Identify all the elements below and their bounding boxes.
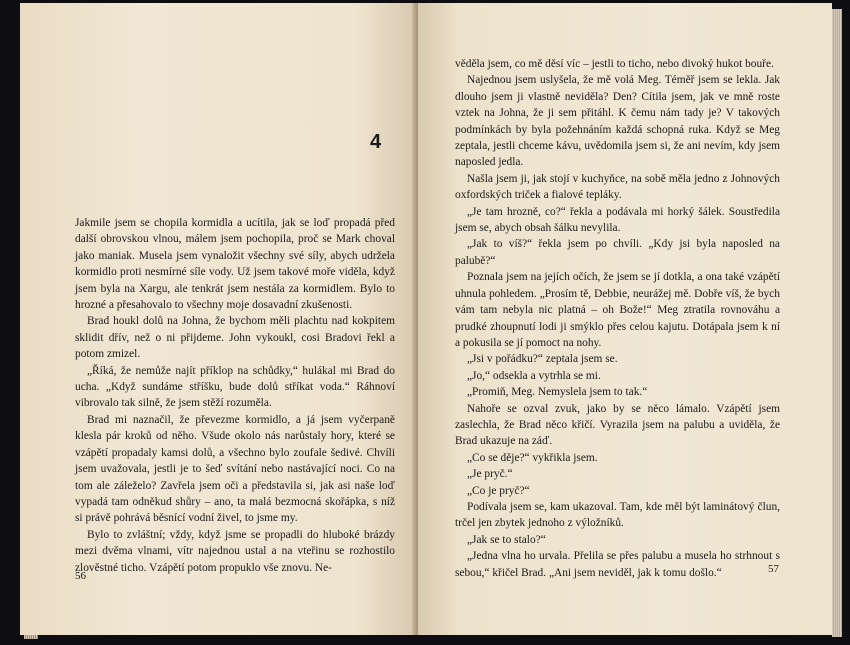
paragraph: „Jak to víš?“ řekla jsem po chvíli. „Kdy jsi byla naposled na palubě?“ [455,238,780,267]
paragraph: Našla jsem ji, jak stojí v kuchyňce, na sobě měla jedno z Johnových oxfordských triček a fialové tepláky. [455,172,780,202]
paragraph: „Říká, že nemůže najít příklop na schůdky,“ hulákal mi Brad do ucha. „Když sundáme stříšku, bude dolů stříkat voda.“ Ráhnoví vibrovalo tak silně, že jsem stěží rozuměla. [75,364,395,410]
paragraph: Poznala jsem na jejích očích, že jsem se jí dotkla, a ona také vzápětí uhnula pohledem. „Prosím tě, Debbie, neurážej mě. Dobře víš, že bych vám tam nebyla nic platná – oh Bože!“ Meg ztratila rovnováhu a prudké zhoupnutí lodi ji smýklo přes celou kajutu. Dotápala jsem k ní a pokusila se jí pomoct na nohy. [455,271,780,349]
paragraph: Brad houkl dolů na Johna, že bychom měli plachtu nad kokpitem sklidit dřív, než o ni přijdeme. John vykoukl, cosi Bradovi řekl a potom zmizel. [75,315,395,361]
paragraph: „Co je pryč?“ [467,484,530,497]
left-page-text [75,215,395,576]
paragraph: Brad mi naznačil, že převezme kormidlo, a já jsem vyčerpaně klesla pár kroků od něho. Všude okolo nás narůstaly hory, které se vzápětí propadaly kamsi dolů, a všechno bylo zoufale šedivé. Chvíli jsem uvažovala, jestli je to šeď svítání nebo nastávající noci. Co na tom ale záleželo? Zavřela jsem oči a představila si, jak asi naše loď vypadá tam odněkud shůry – ano, ta malá bezmocná skořápka, s níž si právě pohrává běsnící vodní živel, to jsme my. [75,413,395,525]
paragraph: věděla jsem, co mě děsí víc – jestli to ticho, nebo divoký hukot bouře. [455,58,774,70]
page-edges-right [832,9,842,637]
paragraph: „Je tam hrozně, co?“ řekla a podávala mi horký šálek. Soustředila jsem se, abych obsah šálku nevylila. [455,205,780,235]
paragraph: Podívala jsem se, kam ukazoval. Tam, kde měl být laminátový člun, trčel jen zbytek jednoho z výložníků. [455,500,780,530]
paragraph: „Jak se to stalo?“ [467,533,546,546]
paragraph: Nahoře se ozval zvuk, jako by se něco lámalo. Vzápětí jsem zaslechla, že Brad něco křičí. Vyrazila jsem na palubu a uviděla, že Brad ukazuje na záď. [455,402,780,448]
chapter-number: 4 [370,131,382,153]
paragraph: „Promiň, Meg. Nemyslela jsem to tak.“ [467,386,648,399]
paragraph: Jakmile jsem se chopila kormidla a ucítila, jak se loď propadá před další obrovskou vlnou, málem jsem pochopila, proč se Mark choval jako maniak. Musela jsem vynaložit všechny své síly, abych udržela kormidlo proti nesmírné síle vody. Už jsem takové moře viděla, když jsem byla na Xargu, ale tenkrát jsem nestála za kormidlem. Bylo to hrozné a přesahovalo to všechny moje dosavadní zkušenosti. [75,217,395,312]
page-number-right: 57 [768,563,779,575]
paragraph: Najednou jsem uslyšela, že mě volá Meg. Téměř jsem se lekla. Jak dlouho jsem ji vlastně neviděla? Den? Cítila jsem, jak ve mně roste vztek na Johna, že ji sem přitáhl. K čemu nám tady je? V takových podmínkách by byla požehnáním každá schopná ruka. Když se Meg zeptala, jestli chceme kávu, uvědomila jsem si, že ani nevím, kdy jsem naposled jedla. [455,74,780,169]
paragraph: „Je pryč.“ [467,468,513,481]
right-page-text [455,56,780,581]
paragraph: „Jedna vlna ho urvala. Přelila se přes palubu a musela ho strhnout s sebou,“ křičel Brad. „Ani jsem neviděl, jak k tomu došlo.“ [455,550,780,579]
right-page [418,3,832,635]
left-page [20,3,414,635]
paragraph: Bylo to zvláštní; vždy, když jsme se propadli do hluboké brázdy mezi dvěma vlnami, vítr najednou ustal a na vteřinu se rozhostilo zlověstné ticho. Vzápětí potom propuklo vše znovu. Ne- [75,528,395,574]
paragraph: „Jo,“ odsekla a vytrhla se mi. [467,369,601,382]
book-spread [20,3,832,635]
paragraph: „Jsi v pořádku?“ zeptala jsem se. [467,353,618,366]
page-number-left: 56 [75,570,86,582]
paragraph: „Co se děje?“ vykřikla jsem. [467,451,598,464]
